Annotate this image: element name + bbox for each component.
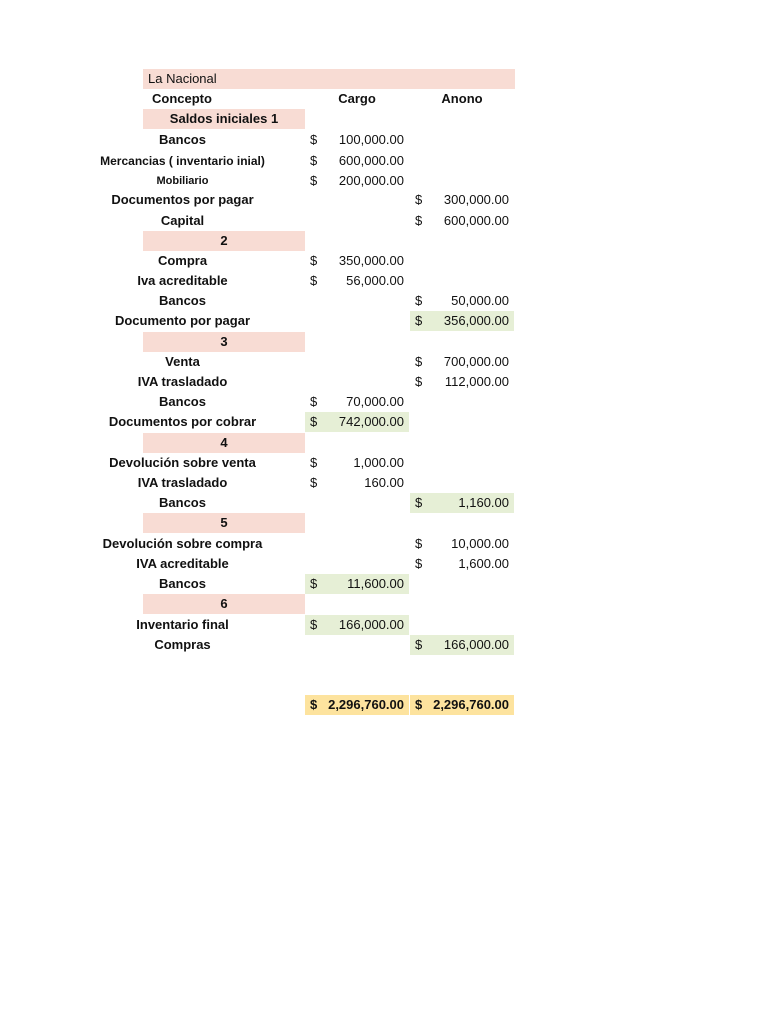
table-row [0, 574, 768, 594]
concept-cell[interactable]: IVA trasladado [137, 374, 228, 389]
abono-cell[interactable]: $ 1,160.00 [410, 493, 514, 513]
concept-cell[interactable]: Bancos [159, 132, 206, 147]
concept-cell[interactable]: IVA trasladado [137, 475, 228, 490]
table-row [0, 453, 768, 473]
abono-cell[interactable]: $ 356,000.00 [410, 311, 514, 331]
table-row [0, 615, 768, 635]
cargo-cell[interactable]: $ 1,000.00 [310, 455, 404, 470]
concept-cell[interactable]: Compra [157, 253, 208, 268]
table-row [0, 151, 768, 171]
table-row [0, 352, 768, 372]
table-row [0, 311, 768, 331]
cargo-cell[interactable]: $ 742,000.00 [305, 412, 409, 432]
concept-cell[interactable]: Inventario final [136, 617, 229, 632]
header-concepto: Concepto [152, 91, 212, 106]
table-row [0, 271, 768, 291]
concept-cell[interactable]: Venta [165, 354, 200, 369]
section-header[interactable]: 3 [143, 332, 305, 352]
abono-cell[interactable]: $ 300,000.00 [415, 192, 509, 207]
header-abono: Anono [441, 91, 483, 106]
table-row [0, 412, 768, 432]
table-row [0, 190, 768, 210]
concept-cell[interactable]: Documento por pagar [114, 313, 251, 328]
abono-cell[interactable]: $ 700,000.00 [415, 354, 509, 369]
company-title[interactable]: La Nacional [143, 69, 515, 89]
concept-cell[interactable]: Compras [154, 637, 211, 652]
table-row [0, 291, 768, 311]
table-row [0, 171, 768, 191]
cargo-cell[interactable]: $ 600,000.00 [310, 153, 404, 168]
concept-cell[interactable]: Devolución sobre venta [109, 455, 256, 470]
table-row [0, 493, 768, 513]
cargo-cell[interactable]: $ 11,600.00 [305, 574, 409, 594]
abono-cell[interactable]: $ 50,000.00 [415, 293, 509, 308]
cargo-cell[interactable]: $ 70,000.00 [310, 394, 404, 409]
abono-cell[interactable]: $ 166,000.00 [410, 635, 514, 655]
table-row [0, 534, 768, 554]
cargo-cell[interactable]: $ 160.00 [310, 475, 404, 490]
section-header[interactable]: 2 [143, 231, 305, 251]
total-abono-cell[interactable]: $ 2,296,760.00 [410, 695, 514, 715]
section-header[interactable]: 5 [143, 513, 305, 533]
concept-cell[interactable]: Bancos [159, 576, 206, 591]
table-row [0, 554, 768, 574]
abono-cell[interactable]: $ 10,000.00 [415, 536, 509, 551]
table-row [0, 392, 768, 412]
concept-cell[interactable]: Devolución sobre compra [102, 536, 263, 551]
table-row [0, 473, 768, 493]
header-cargo: Cargo [338, 91, 376, 106]
cargo-cell[interactable]: $ 100,000.00 [310, 132, 404, 147]
table-row [0, 211, 768, 231]
total-cargo-cell[interactable]: $ 2,296,760.00 [305, 695, 409, 715]
abono-cell[interactable]: $ 112,000.00 [415, 374, 509, 389]
table-row [0, 251, 768, 271]
concept-cell[interactable]: Documentos por cobrar [108, 414, 257, 429]
table-row [0, 635, 768, 655]
cargo-cell[interactable]: $ 350,000.00 [310, 253, 404, 268]
concept-cell[interactable]: Documentos por pagar [111, 192, 254, 207]
concept-cell[interactable]: IVA acreditable [136, 556, 229, 571]
abono-cell[interactable]: $ 1,600.00 [415, 556, 509, 571]
cargo-cell[interactable]: $ 56,000.00 [310, 273, 404, 288]
concept-cell[interactable]: Bancos [159, 293, 206, 308]
concept-cell[interactable]: Capital [160, 213, 205, 228]
concept-cell[interactable]: Mobiliario [156, 175, 209, 187]
cargo-cell[interactable]: $ 200,000.00 [310, 173, 404, 188]
cargo-cell[interactable]: $ 166,000.00 [305, 615, 409, 635]
concept-cell[interactable]: Bancos [159, 495, 206, 510]
concept-cell[interactable]: Mercancias ( inventario inial) [100, 154, 265, 168]
concept-cell[interactable]: Bancos [159, 394, 206, 409]
section-header[interactable]: Saldos iniciales 1 [143, 109, 305, 129]
totals-row [0, 695, 768, 715]
abono-cell[interactable]: $ 600,000.00 [415, 213, 509, 228]
table-row [0, 130, 768, 150]
concept-cell[interactable]: Iva acreditable [137, 273, 228, 288]
section-header[interactable]: 4 [143, 433, 305, 453]
table-row [0, 372, 768, 392]
section-header[interactable]: 6 [143, 594, 305, 614]
